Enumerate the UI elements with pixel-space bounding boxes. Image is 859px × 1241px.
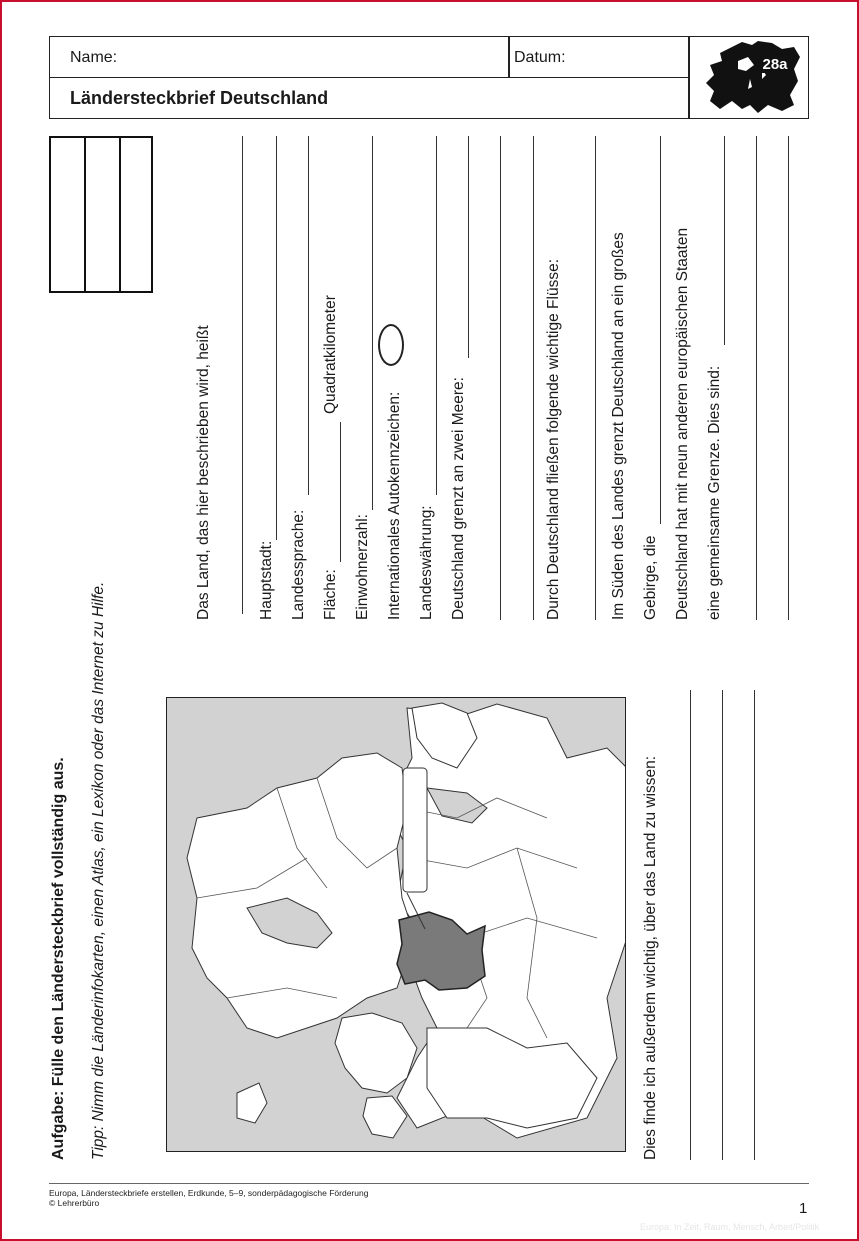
seas-label: Deutschland grenzt an zwei Meere: <box>450 377 467 620</box>
header-row-name-date <box>50 37 688 78</box>
worksheet-number-badge: 28a <box>762 56 788 73</box>
footer-source: Europa, Ländersteckbriefe erstellen, Erdkunde, 5–9, sonderpädagogische Förderung <box>49 1188 369 1198</box>
population-label: Einwohnerzahl: <box>354 514 371 620</box>
page-title: Ländersteckbrief Deutschland <box>70 88 329 108</box>
area-label: Fläche: <box>322 569 339 620</box>
answer-line[interactable] <box>500 136 501 620</box>
area-unit: Quadratkilometer <box>322 295 339 414</box>
neighbors-text-1: Deutschland hat mit neun anderen europäischen Staaten <box>674 227 691 620</box>
date-label: Datum: <box>514 49 566 66</box>
footer-copyright: © Lehrerbüro <box>49 1198 100 1208</box>
currency-answer-line[interactable] <box>436 136 437 495</box>
mountains-answer-line[interactable] <box>660 136 661 524</box>
footer-divider <box>49 1183 809 1184</box>
divider <box>508 37 510 78</box>
car-code-label: Internationales Autokennzeichen: <box>386 391 403 620</box>
page-number: 1 <box>799 1200 808 1217</box>
europe-map-icon <box>702 39 802 115</box>
notes-line[interactable] <box>690 690 691 1160</box>
name-label: Name: <box>70 49 118 66</box>
worksheet-header <box>49 36 809 119</box>
footer-credits <box>49 1188 368 1208</box>
watermark: Europa: In Zeit, Raum, Mensch, Arbeit/Politik <box>640 1222 820 1232</box>
south-text-1: Im Süden des Landes grenzt Deutschland an ein großes <box>610 232 627 620</box>
south-text-2: Gebirge, die <box>642 535 659 620</box>
neighbors-text-2: eine gemeinsame Grenze. Dies sind: <box>706 365 723 620</box>
answer-line[interactable] <box>242 136 243 614</box>
car-code-oval[interactable] <box>378 324 404 366</box>
currency-label: Landeswährung: <box>418 505 435 620</box>
task-instruction: Aufgabe: Fülle den Ländersteckbrief vollständig aus. <box>50 757 67 1160</box>
capital-label: Hauptstadt: <box>258 540 275 620</box>
neighbors-answer-line[interactable] <box>724 136 725 345</box>
country-name-prompt: Das Land, das hier beschrieben wird, heißt <box>195 325 212 620</box>
notes-line[interactable] <box>722 690 723 1160</box>
area-answer-line[interactable] <box>340 422 341 562</box>
notes-label: Dies finde ich außerdem wichtig, über das Land zu wissen: <box>642 755 659 1160</box>
answer-line[interactable] <box>533 136 534 620</box>
notes-line[interactable] <box>754 690 755 1160</box>
language-label: Landessprache: <box>290 509 307 620</box>
seas-answer-line[interactable] <box>468 136 469 358</box>
answer-line[interactable] <box>788 136 789 620</box>
capital-answer-line[interactable] <box>276 136 277 540</box>
worksheet-body <box>40 160 800 1160</box>
divider <box>688 37 690 118</box>
header-row-title <box>50 78 688 118</box>
rivers-answer-line[interactable] <box>595 136 596 620</box>
language-answer-line[interactable] <box>308 136 309 495</box>
population-answer-line[interactable] <box>372 136 373 510</box>
rivers-label: Durch Deutschland fließen folgende wichtige Flüsse: <box>545 259 562 620</box>
task-tip: Tipp: Nimm die Länderinfokarten, einen Atlas, ein Lexikon oder das Internet zu Hilfe. <box>90 581 107 1160</box>
answer-line[interactable] <box>756 136 757 620</box>
